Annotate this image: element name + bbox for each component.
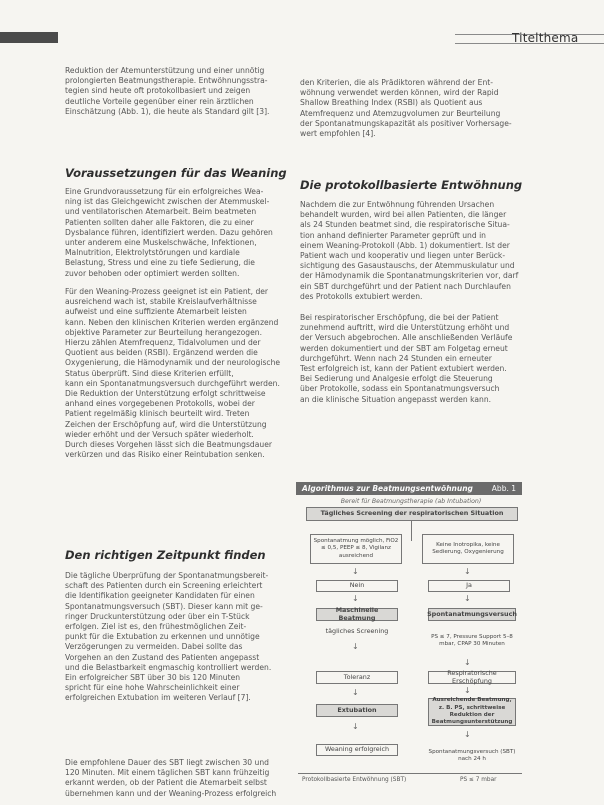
- text-line: sichtigung des Gasaustauschs, der Atemmuskulatur und: [300, 261, 515, 271]
- text-line: Status überprüft. Sind diese Kriterien erfüllt,: [65, 368, 234, 378]
- section-heading-zeitpunkt: Den richtigen Zeitpunkt finden: [65, 548, 266, 562]
- node-spontanatmungsversuch: Spontanatmungsversuch: [428, 608, 516, 621]
- text-line: der Versuch abgebrochen. Alle anschließenden Verläufe: [300, 333, 513, 343]
- text-line: Bei respiratorischer Erschöpfung, die bei der Patient: [300, 313, 499, 322]
- text-line: Die tägliche Überprüfung der Spontanatmungsbereit-: [65, 571, 269, 580]
- arrow-down-icon: ↓: [464, 730, 471, 739]
- text-line: objektive Parameter zur Beurteilung herangezogen.: [65, 327, 263, 337]
- text-line: über Protokolle, sodass ein Spontanatmungsversuch: [300, 384, 500, 394]
- text-line: durchgeführt. Wenn nach 24 Stunden ein erneuter: [300, 353, 492, 363]
- text-line: anhand eines vorgegebenen Protokolls, wobei der: [65, 399, 255, 409]
- figure-tag: Abb. 1: [491, 484, 516, 493]
- arrow-down-icon: ↓: [464, 594, 471, 603]
- text-line: wert empfohlen [4].: [300, 129, 376, 139]
- text-line: Einschätzung (Abb. 1), die heute als Standard gilt [3].: [65, 106, 270, 116]
- text-line: Belastung, Stress und eine zu tiefe Sedierung, die: [65, 258, 255, 268]
- text-line: einem Weaning-Protokoll (Abb. 1) dokumentiert. Ist der: [300, 240, 510, 250]
- text-line: schaft des Patienten durch ein Screening erleichtert: [65, 581, 263, 591]
- arrow-down-icon: ↓: [352, 722, 359, 731]
- text-line: kann ein Spontanatmungsversuch durchgeführt werden.: [65, 378, 280, 388]
- text-line: und die Belastbarkeit engmaschig kontrolliert werden.: [65, 662, 272, 672]
- right-paragraph-1: [300, 200, 522, 302]
- text-line: Hierzu zählen Atemfrequenz, Tidalvolumen und der: [65, 338, 261, 348]
- arrow-down-icon: ↓: [352, 567, 359, 576]
- text-line: Nachdem die zur Entwöhnung führenden Ursachen: [300, 200, 495, 209]
- text-line: als 24 Stunden beatmet sind, die respiratorische Situa-: [300, 220, 510, 230]
- text-line: erfolgreichen Extubation im weiteren Verlauf [7].: [65, 693, 251, 703]
- text-line: Patient wach und kooperativ und liegen unter Berück-: [300, 251, 506, 261]
- node-ausreichende-beatmung: Ausreichende Beatmung, z. B. PS, schrittweise Reduktion der Beatmungsunterstützung: [428, 698, 516, 726]
- text-line: verkürzen und das Risiko einer Reintubation senken.: [65, 450, 265, 460]
- text-line: Die empfohlene Dauer des SBT liegt zwischen 30 und: [65, 758, 269, 767]
- text-line: die Identifikation geeigneter Kandidaten für einen: [65, 591, 255, 601]
- text-line: ning ist das Gleichgewicht zwischen der Atemmuskel-: [65, 197, 270, 207]
- text-line: behandelt wurden, wird bei allen Patienten, die länger: [300, 210, 507, 220]
- connector: [411, 521, 412, 541]
- text-line: Reduktion der Atemunterstützung und einer unnötig: [65, 66, 265, 75]
- text-line: Spontanatmungsversuch (SBT). Dieser kann mit ge-: [65, 601, 263, 611]
- right-top-paragraph: [300, 78, 522, 139]
- text-line: Die Reduktion der Unterstützung erfolgt schrittweise: [65, 389, 266, 399]
- section-heading-protokoll: Die protokollbasierte Entwöhnung: [300, 178, 523, 192]
- text-line: den Kriterien, die als Prädiktoren während der Ent-: [300, 78, 494, 87]
- node-ja: Ja: [428, 580, 510, 592]
- text-line: Patienten sollten daher alle Faktoren, die zu einer: [65, 217, 254, 227]
- text-line: deutliche Vorteile gegenüber einer rein ärztlichen: [65, 96, 254, 106]
- figure-intro: Bereit für Beatmungstherapie (ab Intubation): [340, 498, 482, 505]
- text-line: werden dokumentiert und der SBT am Folgetag erneut: [300, 343, 508, 353]
- arrow-down-icon: ↓: [352, 594, 359, 603]
- text-line: spricht für eine hohe Wahrscheinlichkeit einer: [65, 683, 240, 693]
- section-heading-voraussetzungen: Voraussetzungen für das Weaning: [65, 166, 287, 180]
- text-line: Für den Weaning-Prozess geeignet ist ein Patient, der: [65, 287, 269, 296]
- text-line: ein SBT durchgeführt und der Patient nach Durchlaufen: [300, 281, 511, 291]
- text-line: Shallow Breathing Index (RSBI) als Quotient aus: [300, 98, 483, 108]
- node-weaning-erfolgreich: Weaning erfolgreich: [316, 744, 398, 756]
- text-line: Malnutrition, Elektrolytstörungen und kardiale: [65, 248, 240, 258]
- text-line: Dysbalance führen, identifiziert werden. Dazu gehören: [65, 227, 273, 237]
- text-line: erkannt werden, ob der Patient die Atemarbeit selbst: [65, 778, 267, 788]
- left-paragraph-1: [65, 187, 287, 279]
- arrow-down-icon: ↓: [464, 567, 471, 576]
- node-daily-screening: Tägliches Screening der respiratorischen Situation: [306, 507, 518, 521]
- text-line: Verzögerungen zu vermeiden. Dabei sollte das: [65, 642, 243, 652]
- text-line: zunehmend auftritt, wird die Unterstützung erhöht und: [300, 323, 510, 333]
- text-line: tegien sind heute oft protokollbasiert und zeigen: [65, 86, 251, 96]
- text-line: der Hämodynamik die Spontanatmungskriterien vor, darf: [300, 271, 519, 281]
- figure-footer-right: PS ≤ 7 mbar: [460, 777, 497, 783]
- left-paragraph-3: [65, 571, 287, 704]
- figure-footer-rule: [298, 773, 522, 774]
- node-toleranz: Toleranz: [316, 671, 398, 684]
- node-maschinelle-beatmung: Maschinelle Beatmung: [316, 608, 398, 621]
- text-line: wöhnung verwendet werden können, wird der Rapid: [300, 88, 499, 98]
- header-color-block: [0, 32, 58, 43]
- node-sbt-bottom: Spontanatmungsversuch (SBT) nach 24 h: [428, 748, 516, 762]
- node-criteria-right: Keine Inotropika, keine Sedierung, Oxygenierung: [422, 534, 514, 564]
- text-line: Eine Grundvoraussetzung für ein erfolgreiches Wea-: [65, 187, 264, 196]
- left-intro-paragraph: [65, 66, 287, 117]
- node-criteria-left: Spontanatmung möglich, FiO2 ≤ 0,5, PEEP ≤ 8, Vigilanz ausreichend: [310, 534, 402, 564]
- text-line: Patient regelmäßig klinisch beurteilt wird. Treten: [65, 409, 250, 419]
- arrow-down-icon: ↓: [464, 686, 471, 695]
- node-sbt-details: PS ≤ 7, Pressure Support 5–8 mbar, CPAP 30 Minuten: [431, 633, 513, 647]
- text-line: des Protokolls extubiert werden.: [300, 291, 423, 301]
- text-line: ausreichend wach ist, stabile Kreislaufverhältnisse: [65, 297, 257, 307]
- figure-title: Algorithmus zur Beatmungsentwöhnung: [302, 484, 473, 493]
- text-line: Vorgehen an den Zustand des Patienten angepasst: [65, 652, 260, 662]
- text-line: der Spontanatmungskapazität als positiver Vorhersage-: [300, 118, 512, 128]
- text-line: Zeichen der Erschöpfung auf, wird die Unterstützung: [65, 419, 267, 429]
- text-line: unter anderem eine Muskelschwäche, Infektionen,: [65, 238, 257, 248]
- text-line: Oxygenierung, die Hämodynamik und der neurologische: [65, 358, 281, 368]
- section-label: Titelthema: [512, 31, 579, 45]
- text-line: erfolgen. Ziel ist es, den frühestmöglichen Zeit-: [65, 622, 247, 632]
- right-paragraph-2: [300, 313, 522, 405]
- text-line: punkt für die Extubation zu erkennen und unnötige: [65, 632, 260, 642]
- arrow-down-icon: ↓: [352, 642, 359, 651]
- text-line: Durch dieses Vorgehen lässt sich die Beatmungsdauer: [65, 440, 273, 450]
- node-taegliches-screening: tägliches Screening: [325, 627, 389, 636]
- left-paragraph-2: [65, 287, 287, 460]
- text-line: kann. Neben den klinischen Kriterien werden ergänzend: [65, 317, 279, 327]
- figure-footer-left: Protokollbasierte Entwöhnung (SBT): [302, 777, 407, 783]
- text-line: Test erfolgreich ist, kann der Patient extubiert werden.: [300, 364, 507, 374]
- text-line: Atemfrequenz und Atemzugvolumen zur Beurteilung: [300, 108, 501, 118]
- text-line: prolongierten Beatmungstherapie. Entwöhnungsstra-: [65, 76, 268, 86]
- text-line: Quotient aus beiden (RSBI). Ergänzend werden die: [65, 348, 258, 358]
- node-nein: Nein: [316, 580, 398, 592]
- text-line: ringer Druckunterstützung oder über ein T-Stück: [65, 611, 250, 621]
- figure-header: [296, 482, 522, 495]
- text-line: an die klinische Situation angepasst werden kann.: [300, 394, 492, 404]
- text-line: Bei Sedierung und Analgesie erfolgt die Steuerung: [300, 374, 493, 384]
- node-resp-erschoepfung: Respiratorische Erschöpfung: [428, 671, 516, 684]
- text-line: übernehmen kann und der Weaning-Prozess erfolgreich: [65, 788, 277, 798]
- text-line: 120 Minuten. Mit einem täglichen SBT kann frühzeitig: [65, 768, 270, 778]
- arrow-down-icon: ↓: [464, 658, 471, 667]
- node-extubation: Extubation: [316, 704, 398, 717]
- text-line: zuvor behoben oder optimiert werden sollten.: [65, 268, 240, 278]
- text-line: tion anhand definierter Parameter geprüft und in: [300, 230, 486, 240]
- text-line: aufweist und eine suffiziente Atemarbeit leisten: [65, 307, 247, 317]
- text-line: Ein erfolgreicher SBT über 30 bis 120 Minuten: [65, 673, 241, 683]
- text-line: und ventilatorischen Atemarbeit. Beim beatmeten: [65, 207, 257, 217]
- arrow-down-icon: ↓: [352, 688, 359, 697]
- left-paragraph-4: [65, 758, 287, 799]
- text-line: wieder erhöht und der Versuch später wiederholt.: [65, 429, 254, 439]
